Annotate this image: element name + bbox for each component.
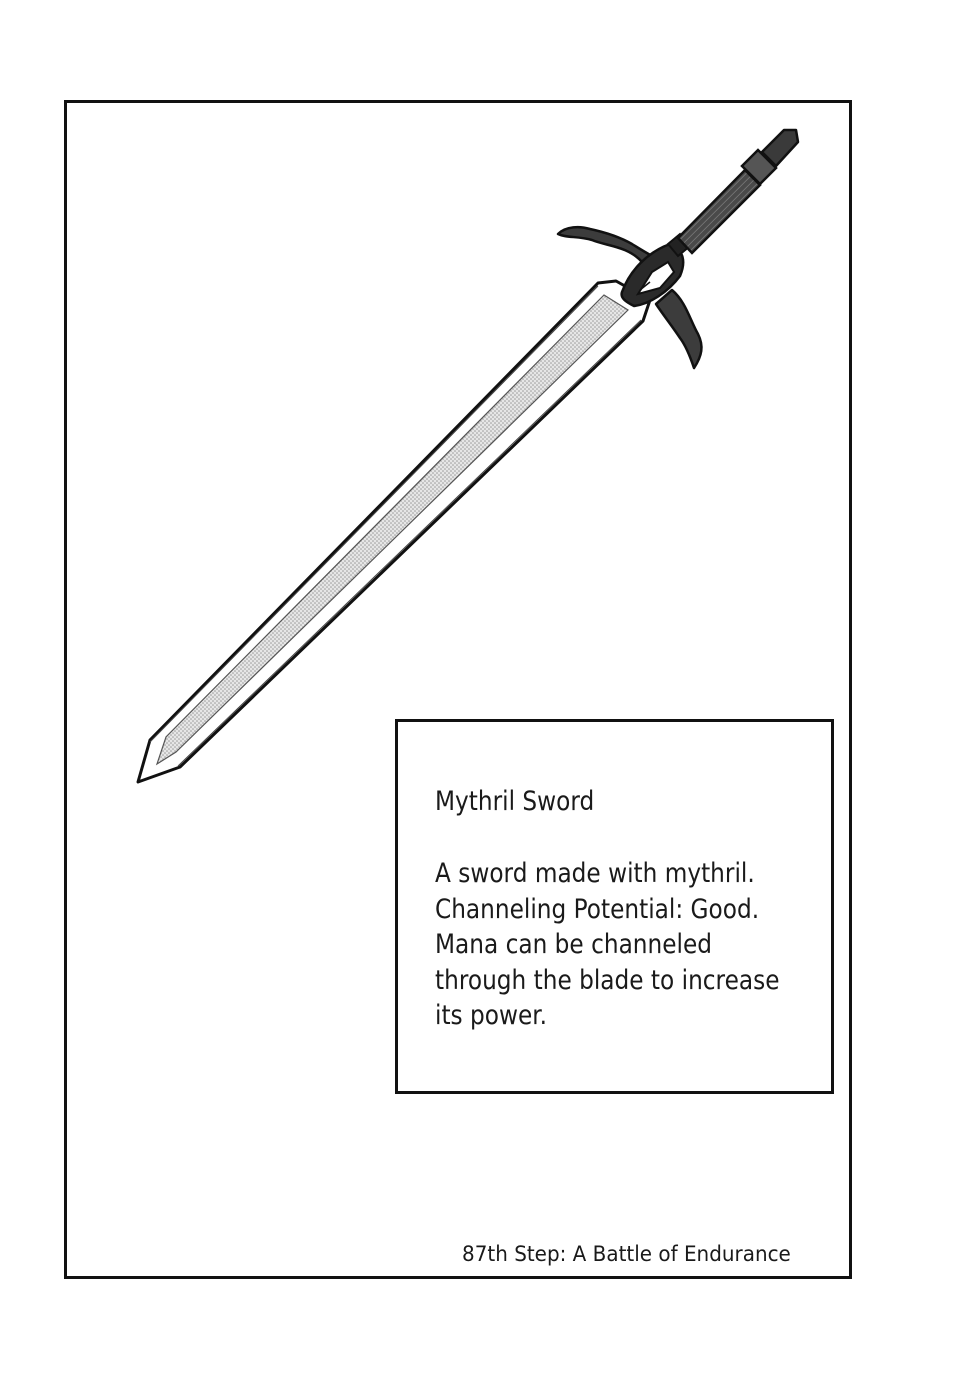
item-description-line: Mana can be channeled [435, 929, 713, 960]
item-description-line: through the blade to increase [435, 964, 780, 996]
item-description-line: its power. [435, 1000, 548, 1031]
item-info-box [395, 719, 834, 1094]
item-description [435, 856, 779, 1034]
item-name: Mythril Sword [435, 786, 595, 817]
sword-crossguard-upper [558, 227, 656, 262]
sword-fuller [157, 295, 628, 764]
item-description-line: Channeling Potential: Good. [435, 893, 760, 925]
sword-grip [678, 170, 760, 253]
item-description-line: A sword made with mythril. [435, 858, 755, 889]
sword-crossguard-lower [656, 290, 701, 368]
chapter-title: 87th Step: A Battle of Endurance [462, 1242, 791, 1266]
